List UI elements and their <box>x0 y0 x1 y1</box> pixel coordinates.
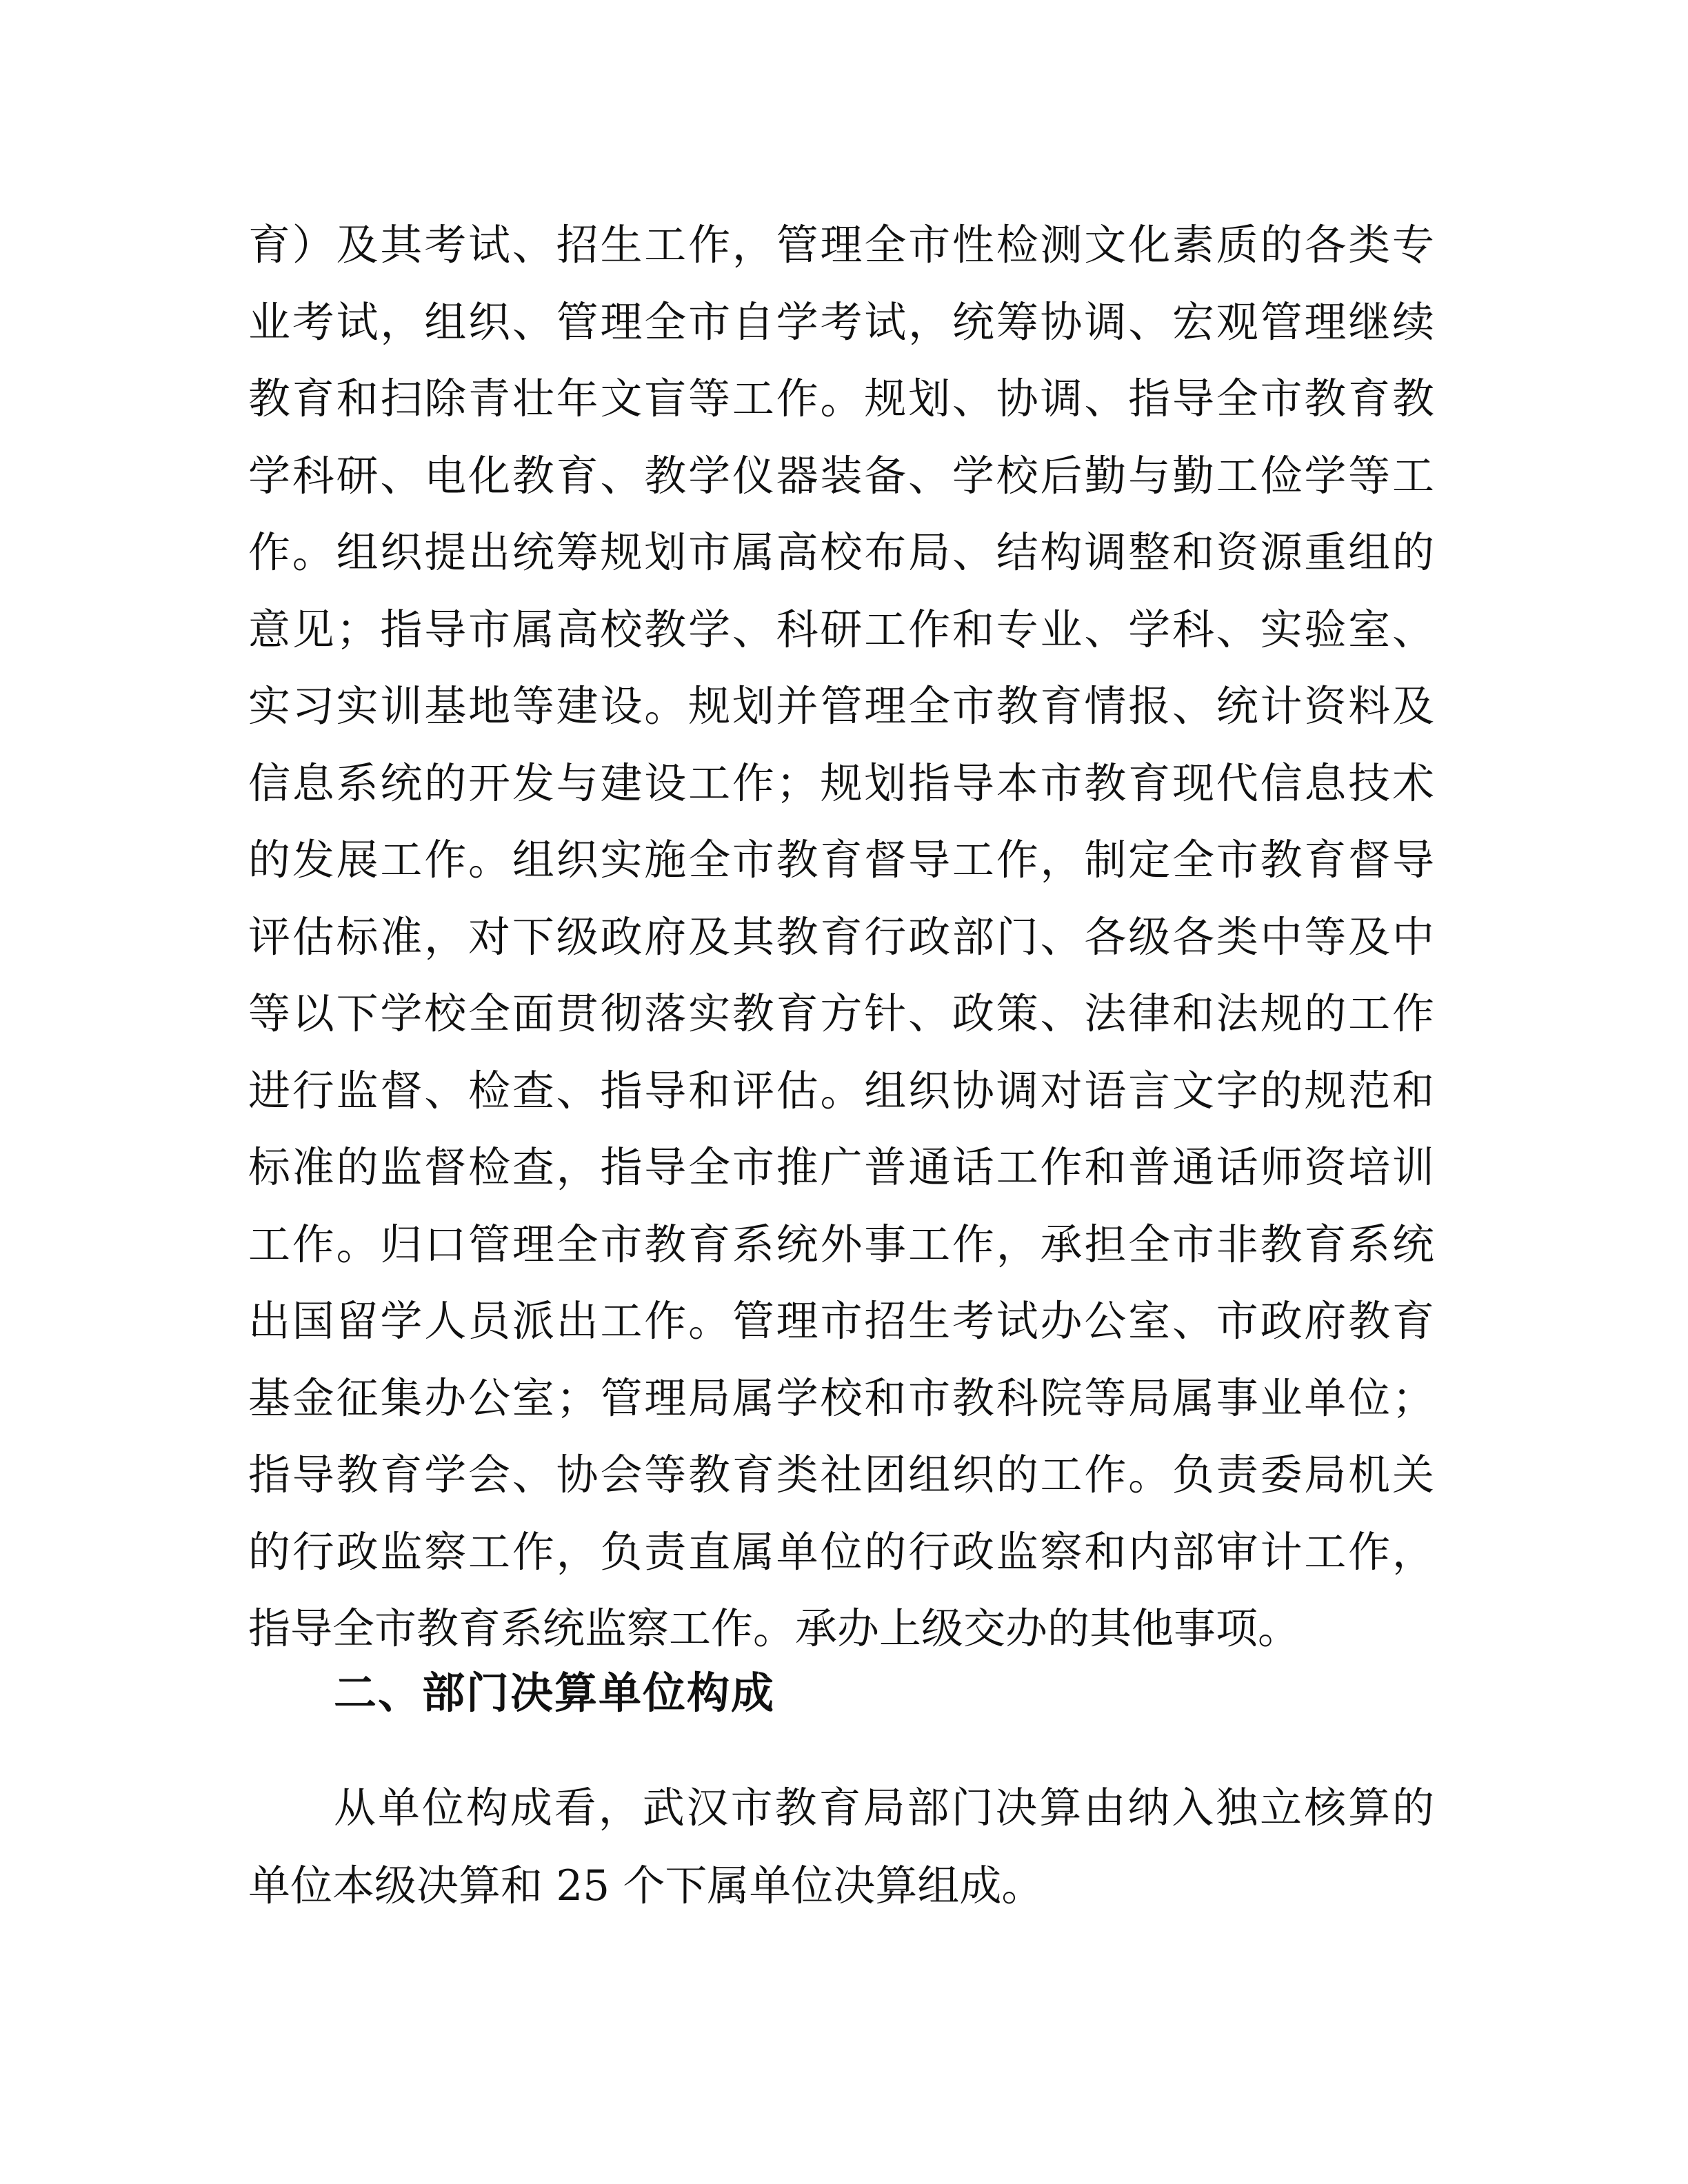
text-line: 标准的监督检查，指导全市推广普通话工作和普通话师资培训 <box>248 1143 1434 1192</box>
text-line: 从单位构成看，武汉市教育局部门决算由纳入独立核算的 <box>334 1783 1434 1832</box>
text-line: 评估标准，对下级政府及其教育行政部门、各级各类中等及中 <box>248 913 1434 962</box>
text-line: 教育和扫除青壮年文盲等工作。规划、协调、指导全市教育教 <box>248 374 1434 423</box>
text-line: 基金征集办公室；管理局属学校和市教科院等局属事业单位； <box>248 1374 1434 1423</box>
text-line: 意见；指导市属高校教学、科研工作和专业、学科、实验室、 <box>248 605 1434 654</box>
text-line: 学科研、电化教育、教学仪器装备、学校后勤与勤工俭学等工 <box>248 452 1434 501</box>
text-line: 工作。归口管理全市教育系统外事工作，承担全市非教育系统 <box>248 1220 1434 1269</box>
text-line: 作。组织提出统筹规划市属高校布局、结构调整和资源重组的 <box>248 528 1434 577</box>
text-line: 单位本级决算和 25 个下属单位决算组成。 <box>248 1861 1044 1910</box>
text-line: 实习实训基地等建设。规划并管理全市教育情报、统计资料及 <box>248 682 1434 731</box>
text-line: 信息系统的开发与建设工作；规划指导本市教育现代信息技术 <box>248 759 1434 808</box>
text-line: 的行政监察工作，负责直属单位的行政监察和内部审计工作， <box>248 1528 1434 1577</box>
text-line: 等以下学校全面贯彻落实教育方针、政策、法律和法规的工作 <box>248 989 1434 1038</box>
text-line: 出国留学人员派出工作。管理市招生考试办公室、市政府教育 <box>248 1297 1434 1346</box>
text-line: 指导全市教育系统监察工作。承办上级交办的其他事项。 <box>248 1604 1300 1653</box>
text-line: 育）及其考试、招生工作，管理全市性检测文化素质的各类专 <box>248 221 1434 270</box>
text-line: 的发展工作。组织实施全市教育督导工作，制定全市教育督导 <box>248 836 1434 884</box>
text-line: 业考试，组织、管理全市自学考试，统筹协调、宏观管理继续 <box>248 298 1434 347</box>
text-line: 进行监督、检查、指导和评估。组织协调对语言文字的规范和 <box>248 1066 1434 1115</box>
text-line: 指导教育学会、协会等教育类社团组织的工作。负责委局机关 <box>248 1450 1434 1499</box>
section-heading: 二、部门决算单位构成 <box>334 1668 776 1718</box>
